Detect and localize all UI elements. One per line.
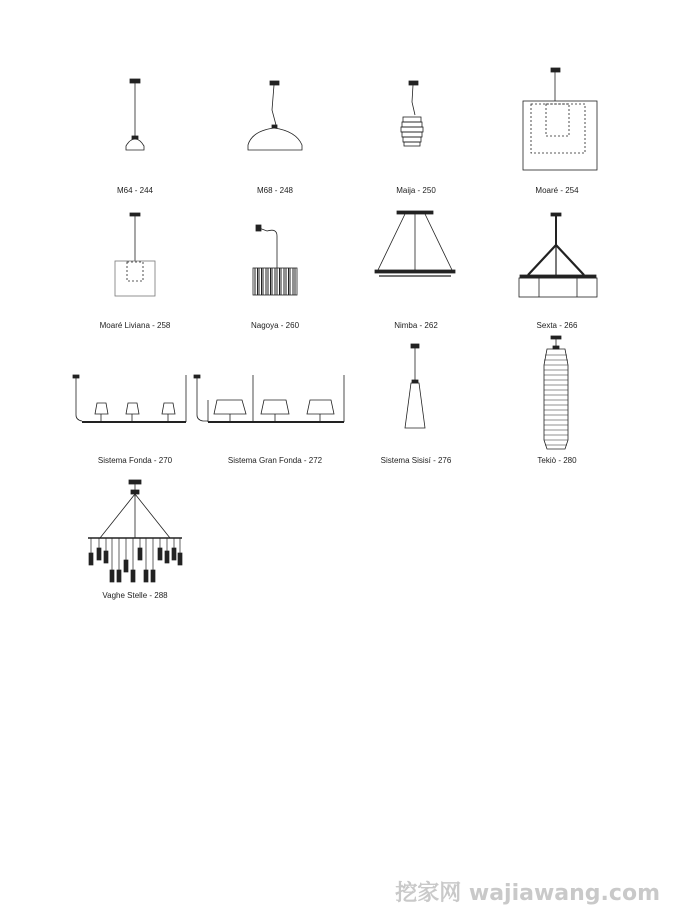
caption-m64: M64 - 244	[116, 186, 154, 195]
caption-vaghe-stelle: Vaghe Stelle - 288	[102, 591, 168, 600]
moare-liviana-lamp-drawing	[115, 213, 155, 296]
caption-maija: Maija - 250	[396, 186, 436, 195]
caption-nimba: Nimba - 262	[394, 321, 438, 330]
sistema-gran-fonda-lamp-drawing	[194, 375, 344, 422]
caption-sistema-gran-fonda: Sistema Gran Fonda - 272	[227, 456, 323, 465]
caption-sexta: Sexta - 266	[536, 321, 578, 330]
caption-moare: Moaré - 254	[535, 186, 579, 195]
caption-sistema-sisisi: Sistema Sisisí - 276	[380, 456, 452, 465]
sistema-fonda-lamp-drawing	[73, 375, 186, 422]
caption-nagoya: Nagoya - 260	[250, 321, 300, 330]
sexta-lamp-drawing	[519, 213, 597, 297]
m64-lamp-drawing	[126, 79, 144, 150]
vaghe-stelle-lamp-drawing	[88, 480, 182, 582]
m68-lamp-drawing	[248, 81, 302, 150]
nimba-lamp-drawing	[375, 211, 455, 276]
nagoya-lamp-drawing	[253, 225, 297, 295]
caption-moare-liviana: Moaré Liviana - 258	[99, 321, 171, 330]
sistema-sisisi-lamp-drawing	[405, 344, 425, 428]
tekio-lamp-drawing	[544, 336, 568, 449]
caption-m68: M68 - 248	[256, 186, 294, 195]
moare-lamp-drawing	[523, 68, 597, 170]
caption-tekio: Tekiò - 280	[537, 456, 577, 465]
watermark: 挖家网 wajiawang.com	[395, 881, 660, 906]
caption-sistema-fonda: Sistema Fonda - 270	[97, 456, 173, 465]
maija-lamp-drawing	[401, 81, 423, 146]
